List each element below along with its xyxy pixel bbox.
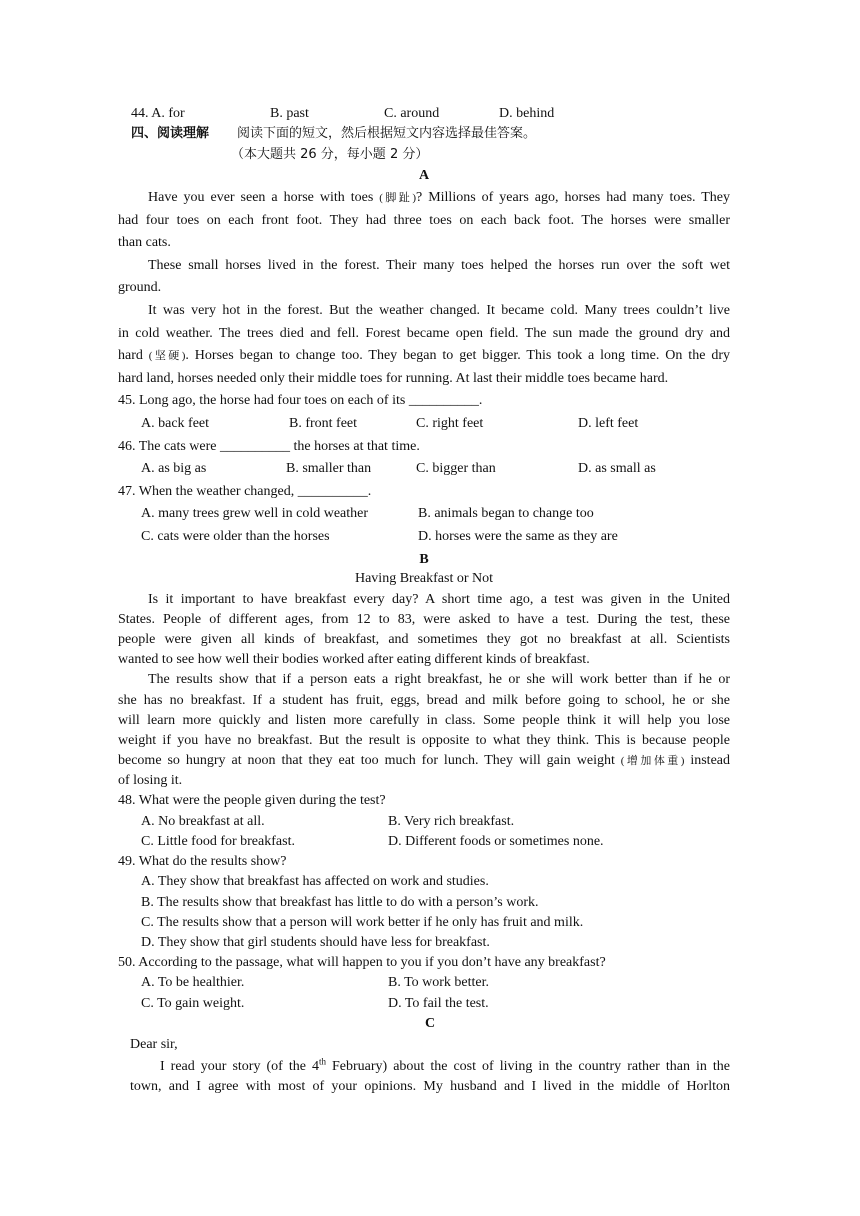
passage-b-p2-line6: of losing it.: [118, 773, 183, 788]
q44-option-c: C. around: [384, 106, 440, 121]
q49-option-b: B. The results show that breakfast has little to do with a person’s work.: [141, 895, 539, 910]
q45-option-a: A. back feet: [141, 416, 210, 431]
passage-a-p1-line1: Have you ever seen a horse with toes (脚趾)? Millions of years ago, horses had many toes. They: [148, 190, 730, 205]
passage-b-p2-line4: weight if you have no breakfast. But the result is opposite to what they think. This is because people: [118, 733, 730, 748]
section-heading: 四、阅读理解: [131, 126, 210, 141]
q50-option-b: B. To work better.: [388, 975, 490, 990]
q46-option-d: D. as small as: [578, 461, 656, 476]
letter-salutation: Dear sir,: [130, 1037, 178, 1052]
q44-option-d: D. behind: [499, 106, 555, 121]
passage-b-p1-line1: Is it important to have breakfast every day? A short time ago, a test was given in the United: [148, 592, 730, 607]
passage-a-p3-line3: hard (坚硬). Horses began to change too. They began to get bigger. This took a long time. On the dry: [118, 348, 730, 363]
section-score-note: （本大题共 26 分，每小题 2 分）: [231, 147, 429, 162]
q49-option-a: A. They show that breakfast has affected on work and studies.: [141, 874, 489, 889]
q48-option-b: B. Very rich breakfast.: [388, 814, 515, 829]
passage-c-line2: town, and I agree with most of your opinions. My husband and I lived in the middle of Horlton: [130, 1079, 730, 1094]
q46-option-c: C. bigger than: [416, 461, 496, 476]
passage-a-p3-line2: in cold weather. The trees died and fell. Forest became open field. The sun made the ground dry and: [118, 326, 730, 341]
q50-stem: 50. According to the passage, what will happen to you if you don’t have any breakfast?: [118, 955, 606, 970]
q47-option-b: B. animals began to change too: [418, 506, 594, 521]
passage-a-p1-line3: than cats.: [118, 235, 171, 250]
q50-option-a: A. To be healthier.: [141, 975, 245, 990]
passage-a-p2-line2: ground.: [118, 280, 162, 295]
passage-c-label: C: [424, 1016, 436, 1031]
q44-option-b: B. past: [270, 106, 309, 121]
q49-option-c: C. The results show that a person will work better if he only has fruit and milk.: [141, 915, 584, 930]
q47-option-d: D. horses were the same as they are: [418, 529, 618, 544]
passage-b-label: B: [419, 552, 429, 567]
q46-stem: 46. The cats were __________ the horses at that time.: [118, 439, 420, 454]
footnote-toes: (脚趾): [379, 192, 417, 204]
q47-option-a: A. many trees grew well in cold weather: [141, 506, 369, 521]
passage-a-p1-line2: had four toes on each front foot. They had three toes on each back foot. The horses were smaller: [118, 213, 730, 228]
passage-b-p2-line1: The results show that if a person eats a right breakfast, he or she will work better than if he or: [148, 672, 730, 687]
section-instruction: 阅读下面的短文，然后根据短文内容选择最佳答案。: [237, 126, 537, 141]
passage-b-p2-line5: become so hungry at noon that they eat too much for lunch. They will gain weight (增加体重) instead: [118, 753, 730, 768]
passage-b-p2-line2: she has no breakfast. If a student has fruit, eggs, bread and milk before going to school, he or she: [118, 693, 730, 708]
q48-stem: 48. What were the people given during the test?: [118, 793, 386, 808]
q45-stem: 45. Long ago, the horse had four toes on each of its __________.: [118, 393, 483, 408]
q44-option-a: 44. A. for: [131, 106, 185, 121]
q49-option-d: D. They show that girl students should have less for breakfast.: [141, 935, 490, 950]
q47-stem: 47. When the weather changed, __________.: [118, 484, 372, 499]
q47-option-c: C. cats were older than the horses: [141, 529, 330, 544]
passage-b-p1-line4: wanted to see how well their bodies worked after eating different kinds of breakfast.: [118, 652, 590, 667]
passage-b-p1-line2: States. People of different ages, from 12 to 83, were asked to have a test. During the test, these: [118, 612, 730, 627]
q48-option-c: C. Little food for breakfast.: [141, 834, 295, 849]
q45-option-c: C. right feet: [416, 416, 484, 431]
passage-b-p1-line3: people were given all kinds of breakfast, and sometimes they got no breakfast at all. Scientists: [118, 632, 730, 647]
passage-c-line1: I read your story (of the 4th February) about the cost of living in the country rather than in the: [160, 1056, 730, 1074]
q48-option-a: A. No breakfast at all.: [141, 814, 265, 829]
q50-option-d: D. To fail the test.: [388, 996, 489, 1011]
q45-option-d: D. left feet: [578, 416, 639, 431]
footnote-gain-weight: (增加体重): [620, 755, 685, 767]
q49-stem: 49. What do the results show?: [118, 854, 287, 869]
passage-b-title: Having Breakfast or Not: [354, 571, 494, 586]
q46-option-a: A. as big as: [141, 461, 207, 476]
footnote-hard: (坚硬): [148, 350, 186, 362]
passage-a-p2-line1: These small horses lived in the forest. Their many toes helped the horses run over the soft wet: [148, 258, 730, 273]
q46-option-b: B. smaller than: [286, 461, 372, 476]
passage-a-label: A: [418, 168, 430, 183]
q50-option-c: C. To gain weight.: [141, 996, 245, 1011]
passage-b-p2-line3: will learn more quickly and listen more carefully in class. Some people think it will help you lose: [118, 713, 730, 728]
q48-option-d: D. Different foods or sometimes none.: [388, 834, 604, 849]
q45-option-b: B. front feet: [289, 416, 358, 431]
passage-a-p3-line4: hard land, horses needed only their middle toes for running. At last their middle toes became hard.: [118, 371, 669, 386]
passage-a-p3-line1: It was very hot in the forest. But the weather changed. It became cold. Many trees couldn’t live: [148, 303, 730, 318]
